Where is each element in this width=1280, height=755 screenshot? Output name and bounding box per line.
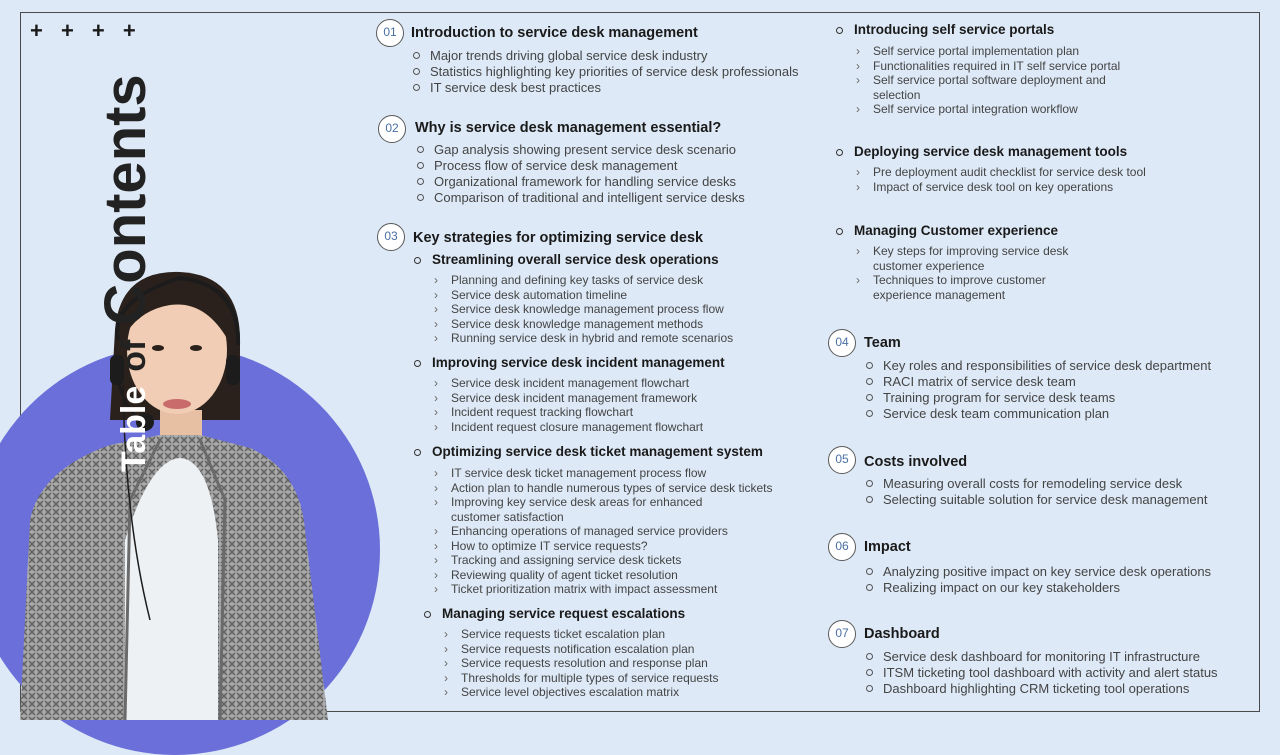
list-item: › Functionalities required in IT self service portal — [854, 59, 1123, 74]
list-item: › Self service portal implementation plan — [854, 44, 1123, 59]
list-item: › Self service portal software deployment and selection — [854, 73, 1123, 102]
subsection-title-escalations: Managing service request escalations — [424, 606, 685, 621]
list-item: › Thresholds for multiple types of service requests — [442, 671, 718, 686]
section-number-01: 01 — [376, 19, 404, 47]
list-item: › Incident request closure management flowchart — [432, 420, 703, 435]
list-item: › Tracking and assigning service desk tickets — [432, 553, 762, 568]
title-contents: Contents — [93, 74, 158, 326]
list-item: Comparison of traditional and intelligent service desks — [415, 190, 745, 206]
section-list-07 — [864, 649, 1218, 697]
subsection-title-incident: Improving service desk incident management — [414, 355, 725, 370]
section-number-04: 04 — [828, 329, 856, 357]
section-title-01: Introduction to service desk management — [411, 25, 698, 41]
list-item: › Service desk incident management framework — [432, 391, 703, 406]
subsection-list-tools — [854, 165, 1146, 194]
list-item: › Self service portal integration workflow — [854, 102, 1123, 117]
list-item: Selecting suitable solution for service desk management — [864, 492, 1207, 508]
list-item: › Enhancing operations of managed service providers — [432, 524, 762, 539]
subsection-list-streamlining — [432, 273, 733, 346]
subsection-list-portals — [854, 44, 1123, 117]
subsection-list-ticket — [432, 466, 773, 597]
list-item: Measuring overall costs for remodeling service desk — [864, 476, 1207, 492]
subsection-title-portals: Introducing self service portals — [836, 22, 1054, 37]
list-item: › Incident request tracking flowchart — [432, 405, 703, 420]
section-title-06: Impact — [864, 539, 911, 555]
list-item: ITSM ticketing tool dashboard with activity and alert status — [864, 665, 1218, 681]
list-item: › Running service desk in hybrid and remote scenarios — [432, 331, 733, 346]
list-item: Analyzing positive impact on key service desk operations — [864, 564, 1211, 580]
list-item: › Planning and defining key tasks of service desk — [432, 273, 733, 288]
section-title-04: Team — [864, 335, 901, 351]
list-item: › Service level objectives escalation matrix — [442, 685, 718, 700]
list-item: › IT service desk ticket management process flow — [432, 466, 762, 481]
section-title-03: Key strategies for optimizing service desk — [413, 230, 704, 246]
list-item: Major trends driving global service desk industry — [411, 48, 799, 64]
list-item: Gap analysis showing present service desk scenario — [415, 142, 745, 158]
list-item: › Key steps for improving service desk customer experience — [854, 244, 1088, 273]
section-number-03: 03 — [377, 223, 405, 251]
section-title-07: Dashboard — [864, 626, 940, 642]
list-item: Process flow of service desk management — [415, 158, 745, 174]
list-item: › Reviewing quality of agent ticket resolution — [432, 568, 762, 583]
vertical-title — [92, 74, 159, 472]
list-item: › Action plan to handle numerous types of service desk tickets — [432, 481, 762, 496]
list-item: › Improving key service desk areas for enhanced customer satisfaction — [432, 495, 721, 524]
subsection-list-escalations — [442, 627, 718, 700]
list-item: › Techniques to improve customer experience management — [854, 273, 1073, 302]
plus-decoration: + + + + — [30, 18, 142, 43]
list-item: Training program for service desk teams — [864, 390, 1211, 406]
list-item: › Ticket prioritization matrix with impact assessment — [432, 582, 762, 597]
list-item: › Service desk knowledge management methods — [432, 317, 733, 332]
list-item: › Service requests ticket escalation plan — [442, 627, 718, 642]
section-list-02 — [415, 142, 745, 206]
section-number-07: 07 — [828, 620, 856, 648]
section-title-02: Why is service desk management essential? — [415, 120, 722, 136]
list-item: IT service desk best practices — [411, 80, 799, 96]
section-number-06: 06 — [828, 533, 856, 561]
subsection-title-customer-experience: Managing Customer experience — [836, 223, 1058, 238]
title-of: of — [115, 339, 153, 372]
subsection-title-streamlining: Streamlining overall service desk operations — [414, 252, 719, 267]
section-list-04 — [864, 358, 1211, 422]
list-item: › Impact of service desk tool on key operations — [854, 180, 1146, 195]
subsection-title-tools: Deploying service desk management tools — [836, 144, 1127, 159]
subsection-list-customer-experience — [854, 244, 1088, 302]
list-item: Dashboard highlighting CRM ticketing tool operations — [864, 681, 1218, 697]
section-list-05 — [864, 476, 1207, 508]
list-item: Statistics highlighting key priorities of service desk professionals — [411, 64, 799, 80]
list-item: › Service desk knowledge management process flow — [432, 302, 733, 317]
list-item: Realizing impact on our key stakeholders — [864, 580, 1211, 596]
title-table: Table — [115, 385, 153, 472]
list-item: Service desk team communication plan — [864, 406, 1211, 422]
list-item: › Service requests notification escalation plan — [442, 642, 718, 657]
list-item: › Service desk automation timeline — [432, 288, 733, 303]
subsection-list-incident — [432, 376, 703, 434]
list-item: Service desk dashboard for monitoring IT infrastructure — [864, 649, 1218, 665]
section-number-05: 05 — [828, 446, 856, 474]
agent-photo — [0, 0, 400, 720]
section-number-02: 02 — [378, 115, 406, 143]
section-list-06 — [864, 564, 1211, 596]
section-title-05: Costs involved — [864, 454, 968, 470]
section-list-01 — [411, 48, 799, 96]
list-item: › Service desk incident management flowchart — [432, 376, 703, 391]
list-item: › How to optimize IT service requests? — [432, 539, 762, 554]
list-item: Key roles and responsibilities of service desk department — [864, 358, 1211, 374]
list-item: › Pre deployment audit checklist for service desk tool — [854, 165, 1146, 180]
list-item: Organizational framework for handling service desks — [415, 174, 745, 190]
list-item: RACI matrix of service desk team — [864, 374, 1211, 390]
list-item: › Service requests resolution and response plan — [442, 656, 718, 671]
subsection-title-ticket: Optimizing service desk ticket management system — [414, 444, 763, 459]
